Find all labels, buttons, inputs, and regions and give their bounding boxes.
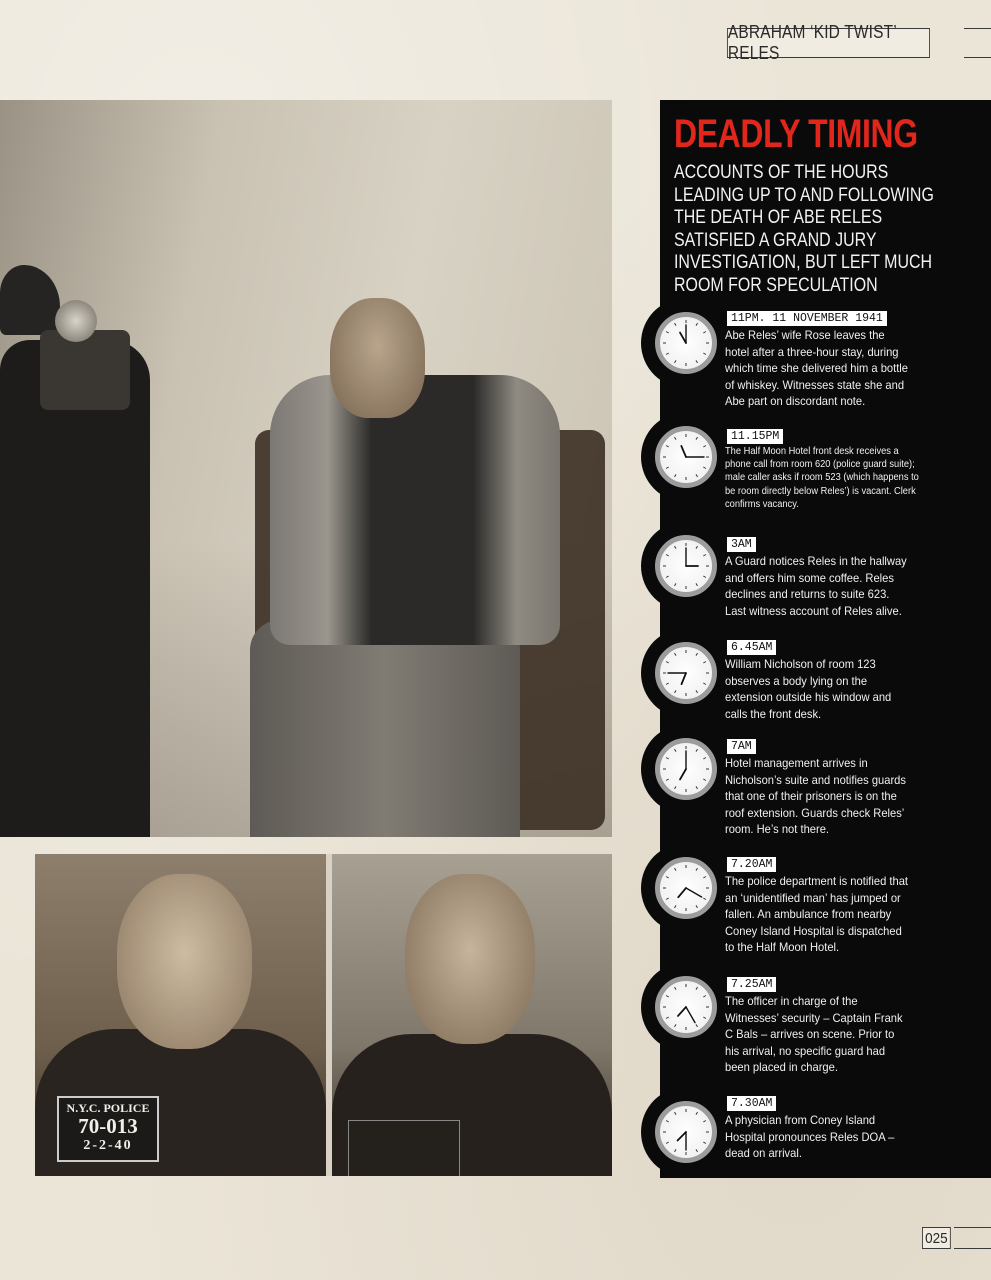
clock-tick	[666, 332, 669, 334]
clock-tick	[703, 467, 706, 469]
clock-tick	[703, 353, 706, 355]
clock-minute-hand	[686, 888, 702, 897]
clock-hour-hand	[682, 673, 686, 684]
clock-tick	[675, 1149, 677, 1152]
clock-hour-hand	[678, 1007, 686, 1016]
clock-dial	[660, 981, 712, 1033]
clock-tick	[675, 1024, 677, 1027]
clock-tick	[666, 758, 669, 760]
clock-tick	[696, 323, 698, 326]
clock-tick	[696, 1112, 698, 1115]
timeline-time-label: 11PM. 11 NOVEMBER 1941	[727, 311, 887, 326]
timeline-entry-text: The officer in charge of the Witnesses’ security – Captain Frank C Bals – arrives on scene. Prior to his arrival, no specific guard had been placed in charge.	[725, 994, 903, 1074]
timeline-entry-text: Hotel management arrives in Nicholson’s suite and notifies guards that one of their prisoners is on the roof extension. Guards check Reles’ room. He’s not there.	[725, 756, 906, 836]
clock-tick	[666, 683, 669, 685]
clock-tick	[675, 786, 677, 789]
timeline-time-label: 3AM	[727, 537, 756, 552]
clock-tick	[675, 1112, 677, 1115]
page-number: 025	[922, 1227, 951, 1249]
clock-tick	[703, 898, 706, 900]
clock-tick	[703, 1142, 706, 1144]
clock-tick	[675, 474, 677, 477]
clock-tick	[666, 662, 669, 664]
timeline-entry-text: A Guard notices Reles in the hallway and offers him some coffee. Reles declines and returns to suite 623. Last witness account of Reles alive.	[725, 554, 907, 618]
clock-dial	[660, 743, 712, 795]
clock-tick	[666, 779, 669, 781]
clock-dial	[660, 431, 712, 483]
clock-icon	[655, 1101, 717, 1163]
clock-tick	[666, 1142, 669, 1144]
clock-tick	[696, 987, 698, 990]
clock-tick	[666, 1121, 669, 1123]
clock-tick	[666, 996, 669, 998]
clock-tick	[666, 898, 669, 900]
running-title: ABRAHAM ‘KID TWIST’ RELES	[727, 28, 930, 58]
clock-hour-hand	[680, 333, 686, 343]
clock-tick	[675, 653, 677, 656]
clock-tick	[703, 1121, 706, 1123]
clock-tick	[696, 868, 698, 871]
clock-tick	[675, 868, 677, 871]
photo-man-head	[330, 298, 425, 418]
clock-tick	[666, 1017, 669, 1019]
clock-icon	[655, 312, 717, 374]
timeline-time-label: 7.25AM	[727, 977, 776, 992]
clock-tick	[696, 437, 698, 440]
clock-tick	[666, 576, 669, 578]
timeline-entry-text: The police department is notified that an ‘unidentified man’ has jumped or fallen. An ambulance from nearby Coney Island Hospital is dispatched to the Half Moon Hotel.	[725, 874, 909, 954]
clock-tick	[696, 360, 698, 363]
sidebar-title: DEADLY TIMING	[674, 112, 918, 156]
photo-camera-flash	[55, 300, 97, 342]
clock-tick	[675, 749, 677, 752]
clock-tick	[696, 749, 698, 752]
clock-hour-hand	[678, 888, 686, 897]
clock-tick	[703, 877, 706, 879]
timeline-time-label: 7.20AM	[727, 857, 776, 872]
clock-tick	[696, 905, 698, 908]
clock-tick	[666, 877, 669, 879]
clock-tick	[696, 474, 698, 477]
clock-tick	[675, 987, 677, 990]
photo-camera	[40, 330, 130, 410]
clock-dial	[660, 317, 712, 369]
plate-line-2: 70-013	[78, 1114, 138, 1138]
clock-tick	[675, 546, 677, 549]
clock-tick	[675, 690, 677, 693]
timeline-time-label: 11.15PM	[727, 429, 783, 444]
sidebar-intro: ACCOUNTS OF THE HOURS LEADING UP TO AND FOLLOWING THE DEATH OF ABE RELES SATISFIED A GRAND JURY INVESTIGATION, BUT LEFT MUCH ROOM FOR SPECULATION	[674, 162, 934, 296]
clock-tick	[703, 996, 706, 998]
page-number-tab	[954, 1227, 991, 1249]
clock-icon	[655, 426, 717, 488]
clock-tick	[666, 446, 669, 448]
clock-tick	[696, 546, 698, 549]
timeline-entry-text: Abe Reles’ wife Rose leaves the hotel after a three-hour stay, during which time she delivered him a bottle of whiskey. Witnesses state she and Abe part on discordant note.	[725, 328, 908, 408]
timeline-time-label: 7.30AM	[727, 1096, 776, 1111]
timeline-entry-text: William Nicholson of room 123 observes a body lying on the extension outside his window and calls the front desk.	[725, 657, 892, 721]
clock-tick	[696, 1024, 698, 1027]
photo-mugshots	[35, 854, 612, 1176]
clock-tick	[666, 353, 669, 355]
clock-hour-hand	[678, 1132, 686, 1140]
clock-tick	[675, 323, 677, 326]
photo-man-legs	[250, 620, 520, 837]
timeline-entry-text: The Half Moon Hotel front desk receives a phone call from room 620 (police guard suite); male caller asks if room 523 (which happens to be room directly below Reles’) is vacant. Clerk confirms vacancy.	[725, 446, 919, 510]
photo-man-torso	[270, 375, 560, 645]
mugshot-plate-right	[348, 1120, 460, 1176]
photo-reles-seated	[0, 100, 612, 837]
clock-tick	[703, 662, 706, 664]
clock-tick	[696, 690, 698, 693]
clock-tick	[675, 437, 677, 440]
clock-hour-hand	[681, 446, 686, 457]
clock-minute-hand	[686, 1007, 695, 1023]
clock-icon	[655, 976, 717, 1038]
timeline-time-label: 6.45AM	[727, 640, 776, 655]
clock-tick	[696, 786, 698, 789]
clock-tick	[675, 583, 677, 586]
clock-dial	[660, 540, 712, 592]
clock-tick	[666, 467, 669, 469]
timeline-time-label: 7AM	[727, 739, 756, 754]
clock-tick	[703, 576, 706, 578]
clock-tick	[703, 758, 706, 760]
photo-photographer	[0, 340, 150, 837]
clock-tick	[703, 779, 706, 781]
clock-tick	[703, 446, 706, 448]
clock-icon	[655, 738, 717, 800]
clock-icon	[655, 857, 717, 919]
clock-tick	[703, 683, 706, 685]
clock-tick	[675, 360, 677, 363]
clock-dial	[660, 1106, 712, 1158]
clock-hour-hand	[680, 769, 686, 779]
clock-dial	[660, 862, 712, 914]
clock-tick	[703, 555, 706, 557]
clock-tick	[675, 905, 677, 908]
clock-tick	[703, 1017, 706, 1019]
clock-tick	[666, 555, 669, 557]
running-title-tab	[964, 28, 991, 58]
timeline-entry-text: A physician from Coney Island Hospital pronounces Reles DOA – dead on arrival.	[725, 1113, 895, 1160]
plate-line-1: N.Y.C. POLICE	[66, 1101, 150, 1115]
clock-icon	[655, 535, 717, 597]
clock-icon	[655, 642, 717, 704]
clock-dial	[660, 647, 712, 699]
mugshot-left-face	[117, 874, 252, 1049]
plate-line-3: 2-2-40	[83, 1138, 133, 1153]
clock-tick	[696, 653, 698, 656]
mugshot-plate	[57, 1096, 159, 1162]
clock-tick	[703, 332, 706, 334]
clock-tick	[696, 583, 698, 586]
clock-tick	[696, 1149, 698, 1152]
mugshot-right-face	[405, 874, 535, 1044]
